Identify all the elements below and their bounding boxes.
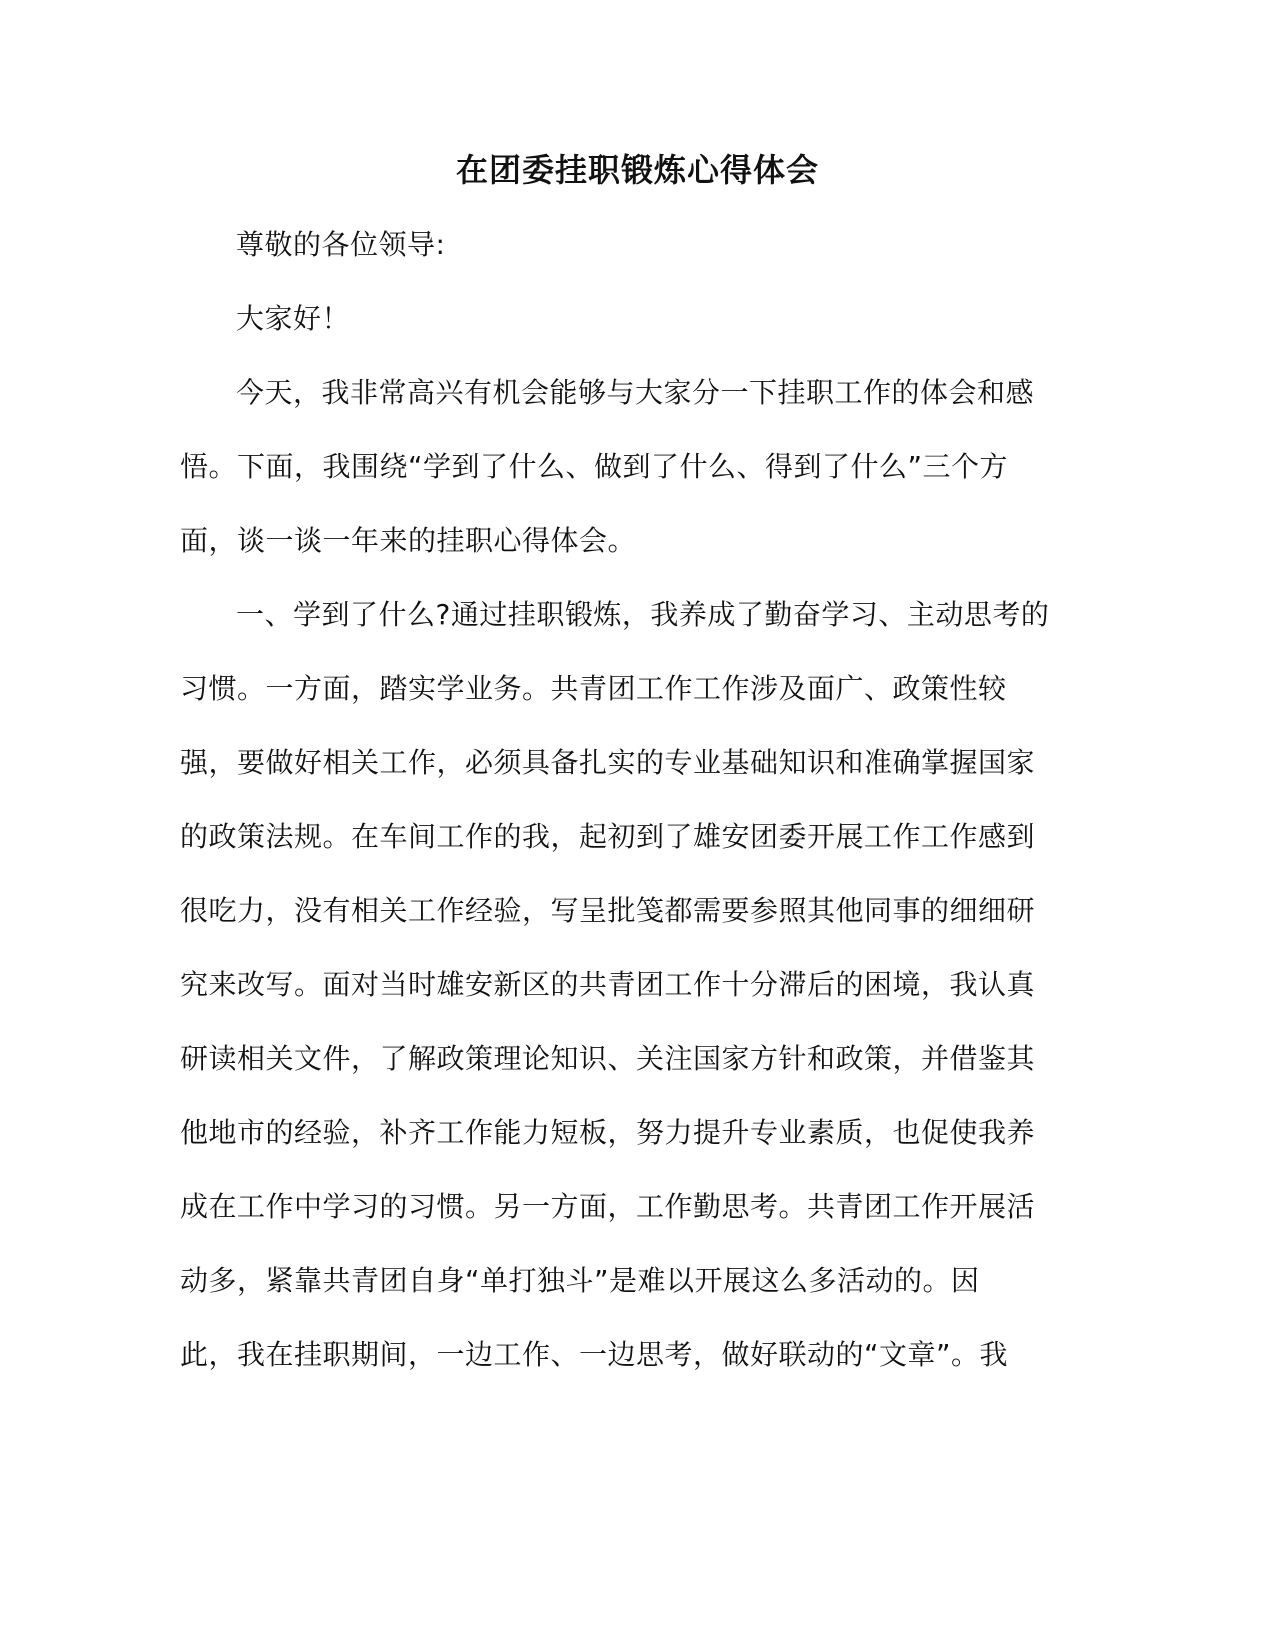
- greeting-line: 大家好！: [236, 302, 351, 335]
- paragraph-line: 一、学到了什么?通过挂职锻炼，我养成了勤奋学习、主动思考的: [236, 598, 1050, 631]
- paragraph-line: 他地市的经验，补齐工作能力短板，努力提升专业素质，也促使我养: [180, 1116, 1036, 1149]
- paragraph-line: 究来改写。面对当时雄安新区的共青团工作十分滞后的困境，我认真: [180, 968, 1036, 1001]
- paragraph-line: 此，我在挂职期间，一边工作、一边思考，做好联动的“文章”。我: [180, 1338, 1009, 1371]
- document-body: [180, 208, 1060, 1392]
- paragraph-line: 研读相关文件，了解政策理论知识、关注国家方针和政策，并借鉴其: [180, 1042, 1036, 1075]
- paragraph-line: 习惯。一方面，踏实学业务。共青团工作工作涉及面广、政策性较: [180, 672, 1007, 705]
- document-title: 在团委挂职锻炼心得体会: [455, 151, 819, 189]
- paragraph-line: 面，谈一谈一年来的挂职心得体会。: [180, 524, 637, 557]
- paragraph-line: 悟。下面，我围绕“学到了什么、做到了什么、得到了什么”三个方: [180, 450, 1009, 483]
- paragraph-line: 很吃力，没有相关工作经验，写呈批笺都需要参照其他同事的细细研: [180, 894, 1036, 927]
- salutation-line: 尊敬的各位领导:: [236, 228, 446, 261]
- paragraph-line: 动多，紧靠共青团自身“单打独斗”是难以开展这么多活动的。因: [180, 1264, 980, 1297]
- paragraph-line: 今天，我非常高兴有机会能够与大家分一下挂职工作的体会和感: [236, 376, 1035, 409]
- paragraph-line: 强，要做好相关工作，必须具备扎实的专业基础知识和准确掌握国家: [180, 746, 1036, 779]
- paragraph-line: 的政策法规。在车间工作的我，起初到了雄安团委开展工作工作感到: [180, 820, 1036, 853]
- paragraph-line: 成在工作中学习的习惯。另一方面，工作勤思考。共青团工作开展活: [180, 1190, 1036, 1223]
